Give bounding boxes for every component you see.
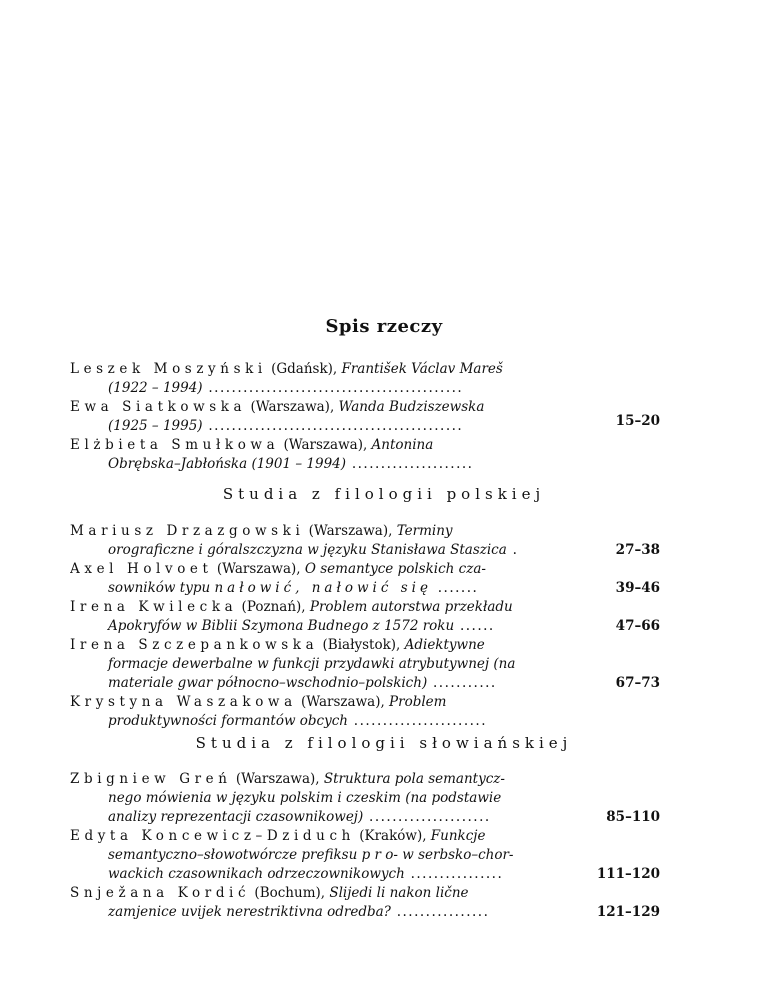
entry-pages: 15–20 (615, 413, 660, 429)
entry-title: František Václav Mareš (341, 361, 503, 377)
page-title: Spis rzeczy (325, 316, 443, 337)
entry-title-cont: produktywności formantów obcych (108, 713, 349, 729)
leader-dots: ...... (454, 618, 495, 634)
entry-pages: 39–46 (615, 580, 660, 596)
entry-affiliation: (Bochum), (250, 885, 330, 901)
toc-entry (70, 693, 660, 731)
entry-author: Zbigniew Greń (70, 771, 232, 787)
toc-entry (70, 598, 660, 636)
leader-dots: ............................................ (202, 380, 464, 396)
entry-title-cont: wackich czasownikach odrzeczownikowych (108, 866, 405, 882)
entry-title: Wanda Budziszewska (338, 399, 485, 415)
entry-affiliation: (Warszawa), (212, 561, 305, 577)
entry-author: Irena Szczepankowska (70, 637, 319, 653)
leader-dots: ....... (431, 580, 479, 596)
leader-dots: ........... (427, 675, 497, 691)
leader-dots: . (506, 542, 519, 558)
toc-entry (70, 884, 660, 922)
entry-pages: 67–73 (615, 675, 660, 691)
entry-title: Slijedi li nakon lične (329, 885, 469, 901)
entry-title-cont: (1922 – 1994) (108, 380, 203, 396)
entry-affiliation: (Warszawa), (304, 523, 397, 539)
entry-title-cont: zamjenice uvijek nerestriktivna odredba? (108, 904, 391, 920)
entry-author: Snježana Kordić (70, 885, 251, 901)
entry-affiliation: (Gdańsk), (266, 361, 342, 377)
toc-entry (70, 398, 660, 436)
entry-affiliation: (Warszawa), (231, 771, 324, 787)
entry-author: Ewa Siatkowska (70, 399, 247, 415)
toc-entry (70, 827, 660, 884)
entry-title-cont: (1925 – 1995) (108, 418, 203, 434)
entry-pages: 111–120 (596, 866, 660, 882)
entry-title-cont: formacje dewerbalne w funkcji przydawki atrybutywnej (na (108, 656, 516, 672)
entry-pages: 27–38 (615, 542, 660, 558)
entry-author: Edyta Koncewicz–Dziduch (70, 828, 355, 844)
leader-dots: ....................... (348, 713, 488, 729)
entry-affiliation: (Kraków), (354, 828, 431, 844)
toc-entry (70, 770, 660, 827)
entry-pages: 121–129 (596, 904, 660, 920)
entry-title-cont: orograficzne i góralszczyzna w języku Stanisława Staszica (108, 542, 507, 558)
contents-block-polish (70, 522, 660, 731)
leader-dots: ................ (404, 866, 504, 882)
entry-affiliation: (Warszawa), (296, 694, 390, 710)
entry-author: Irena Kwilecka (70, 599, 238, 615)
entry-affiliation: (Białystok), (318, 637, 405, 653)
entry-author: Mariusz Drzazgowski (70, 523, 305, 539)
entry-author: Leszek Moszyński (70, 361, 267, 377)
entry-author: Elżbieta Smułkowa (70, 437, 280, 453)
entry-title-cont: analizy reprezentacji czasownikowej) (108, 809, 364, 825)
entry-title-spaced: nałowić, nałowić się (214, 580, 432, 596)
entry-title-cont: Apokryfów w Biblii Szymona Budnego z 1572 roku (108, 618, 455, 634)
entry-title: Problem (389, 694, 447, 710)
entry-affiliation: (Warszawa), (246, 399, 339, 415)
leader-dots: ............................................ (202, 418, 464, 434)
contents-block-memorial (70, 360, 660, 474)
entry-affiliation: (Poznań), (237, 599, 310, 615)
entry-title-cont: semantyczno–słowotwórcze prefiksu p r o- w serbsko–chor- (108, 847, 514, 863)
section-heading-slavic: Studia z filologii słowiańskiej (195, 734, 573, 752)
leader-dots: ..................... (363, 809, 491, 825)
toc-entry (70, 636, 660, 693)
entry-title: Struktura pola semantycz- (323, 771, 505, 787)
toc-entry (70, 560, 660, 598)
entry-title-cont: nego mówienia w języku polskim i czeskim (na podstawie (108, 790, 502, 806)
entry-affiliation: (Warszawa), (279, 437, 372, 453)
toc-entry (70, 360, 660, 398)
leader-dots: ..................... (346, 456, 474, 472)
entry-title-cont: sowników typu (108, 580, 215, 596)
leader-dots: ................ (390, 904, 490, 920)
entry-title: Antonina (371, 437, 434, 453)
entry-pages: 47–66 (615, 618, 660, 634)
toc-entry (70, 436, 660, 474)
entry-pages: 85–110 (606, 809, 660, 825)
toc-entry (70, 522, 660, 560)
entry-title: O semantyce polskich cza- (304, 561, 486, 577)
section-heading-polish: Studia z filologii polskiej (222, 485, 546, 503)
entry-title-cont: materiale gwar północno–wschodnio–polskich) (108, 675, 428, 691)
entry-author: Axel Holvoet (70, 561, 213, 577)
entry-author: Krystyna Waszakowa (70, 694, 297, 710)
entry-title: Funkcje (430, 828, 486, 844)
contents-block-slavic (70, 770, 660, 922)
entry-title-cont: Obrębska–Jabłońska (1901 – 1994) (108, 456, 347, 472)
entry-title: Problem autorstwa przekładu (309, 599, 513, 615)
entry-title: Adiektywne (404, 637, 485, 653)
entry-title: Terminy (396, 523, 453, 539)
